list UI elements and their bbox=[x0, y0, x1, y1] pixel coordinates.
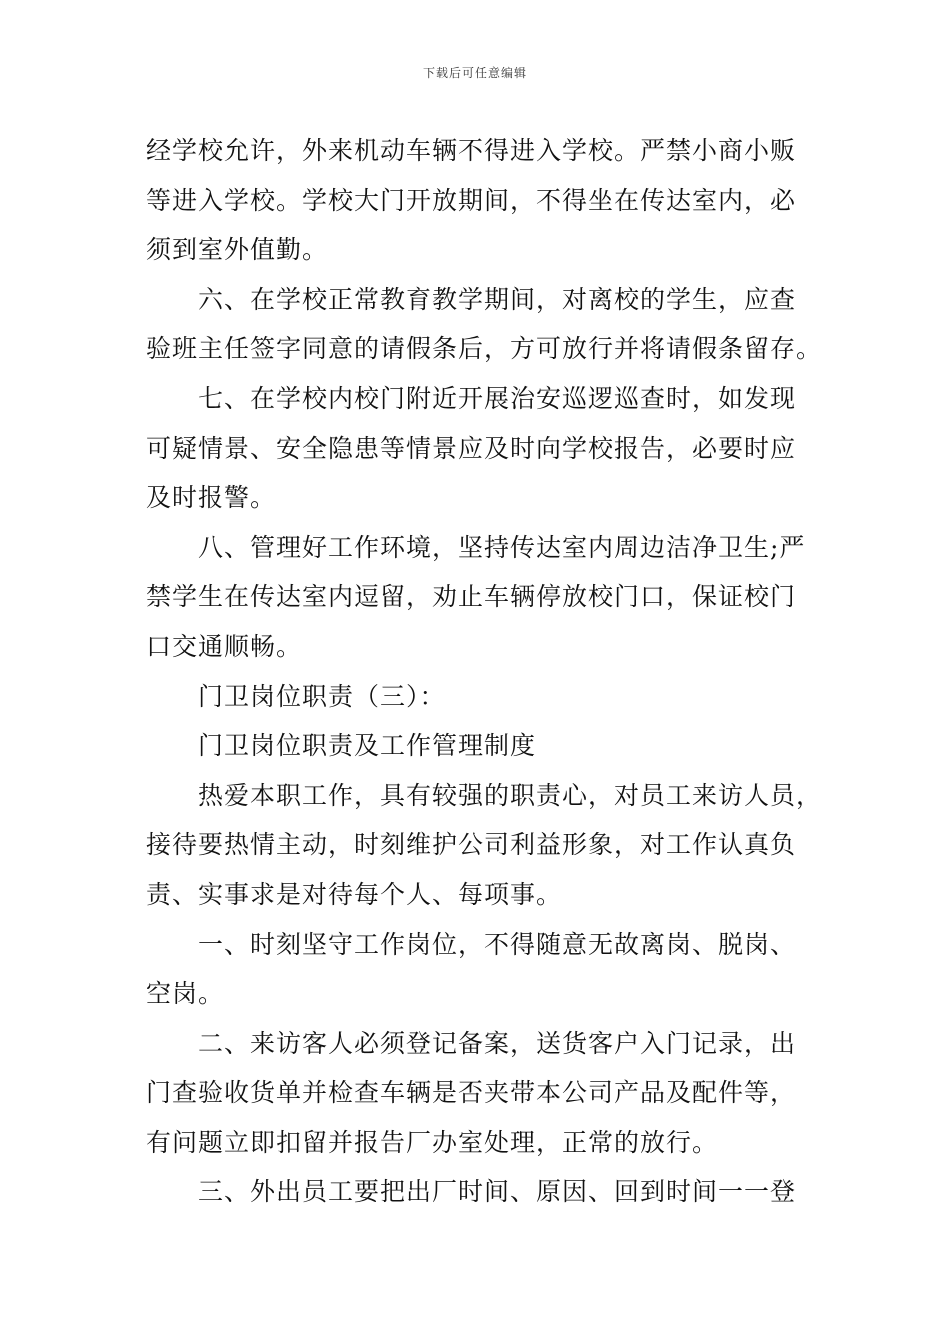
text-line-19: 二、来访客人必须登记备案，送货客户入门记录，出 bbox=[198, 1028, 797, 1058]
section-subtitle: 门卫岗位职责及工作管理制度 bbox=[198, 731, 537, 761]
text-line-2: 等进入学校。学校大门开放期间，不得坐在传达室内，必 bbox=[146, 185, 797, 215]
text-line-5: 验班主任签字同意的请假条后，方可放行并将请假条留存。 bbox=[146, 334, 823, 364]
text-line-10: 禁学生在传达室内逗留，劝止车辆停放校门口，保证校门 bbox=[146, 582, 797, 612]
text-line-1: 经学校允许，外来机动车辆不得进入学校。严禁小商小贩 bbox=[146, 136, 797, 165]
text-line-14: 热爱本职工作，具有较强的职责心，对员工来访人员， bbox=[198, 780, 823, 810]
text-line-11: 口交通顺畅。 bbox=[146, 631, 303, 661]
text-line-22: 三、外出员工要把出厂时间、原因、回到时间一一登 bbox=[198, 1177, 797, 1207]
text-line-3: 须到室外值勤。 bbox=[146, 235, 329, 265]
text-line-8: 及时报警。 bbox=[146, 483, 277, 513]
text-line-7: 可疑情景、安全隐患等情景应及时向学校报告，必要时应 bbox=[146, 433, 797, 463]
document-body bbox=[146, 126, 823, 1217]
text-line-21: 有问题立即扣留并报告厂办室处理，正常的放行。 bbox=[146, 1127, 719, 1157]
text-line-17: 一、时刻坚守工作岗位，不得随意无故离岗、脱岗、 bbox=[198, 929, 797, 959]
text-line-16: 责、实事求是对待每个人、每项事。 bbox=[146, 879, 563, 909]
text-line-15: 接待要热情主动，时刻维护公司利益形象，对工作认真负 bbox=[146, 830, 797, 860]
section-heading: 门卫岗位职责（三）： bbox=[198, 681, 446, 711]
text-line-18: 空岗。 bbox=[146, 979, 225, 1009]
page-header: 下载后可任意编辑 bbox=[422, 66, 527, 80]
text-line-9: 八、管理好工作环境，坚持传达室内周边洁净卫生;严 bbox=[198, 532, 806, 562]
text-line-4: 六、在学校正常教育教学期间，对离校的学生，应查 bbox=[198, 284, 797, 314]
text-line-20: 门查验收货单并检查车辆是否夹带本公司产品及配件等， bbox=[146, 1078, 797, 1108]
text-line-6: 七、在学校内校门附近开展治安巡逻巡查时，如发现 bbox=[198, 383, 797, 413]
